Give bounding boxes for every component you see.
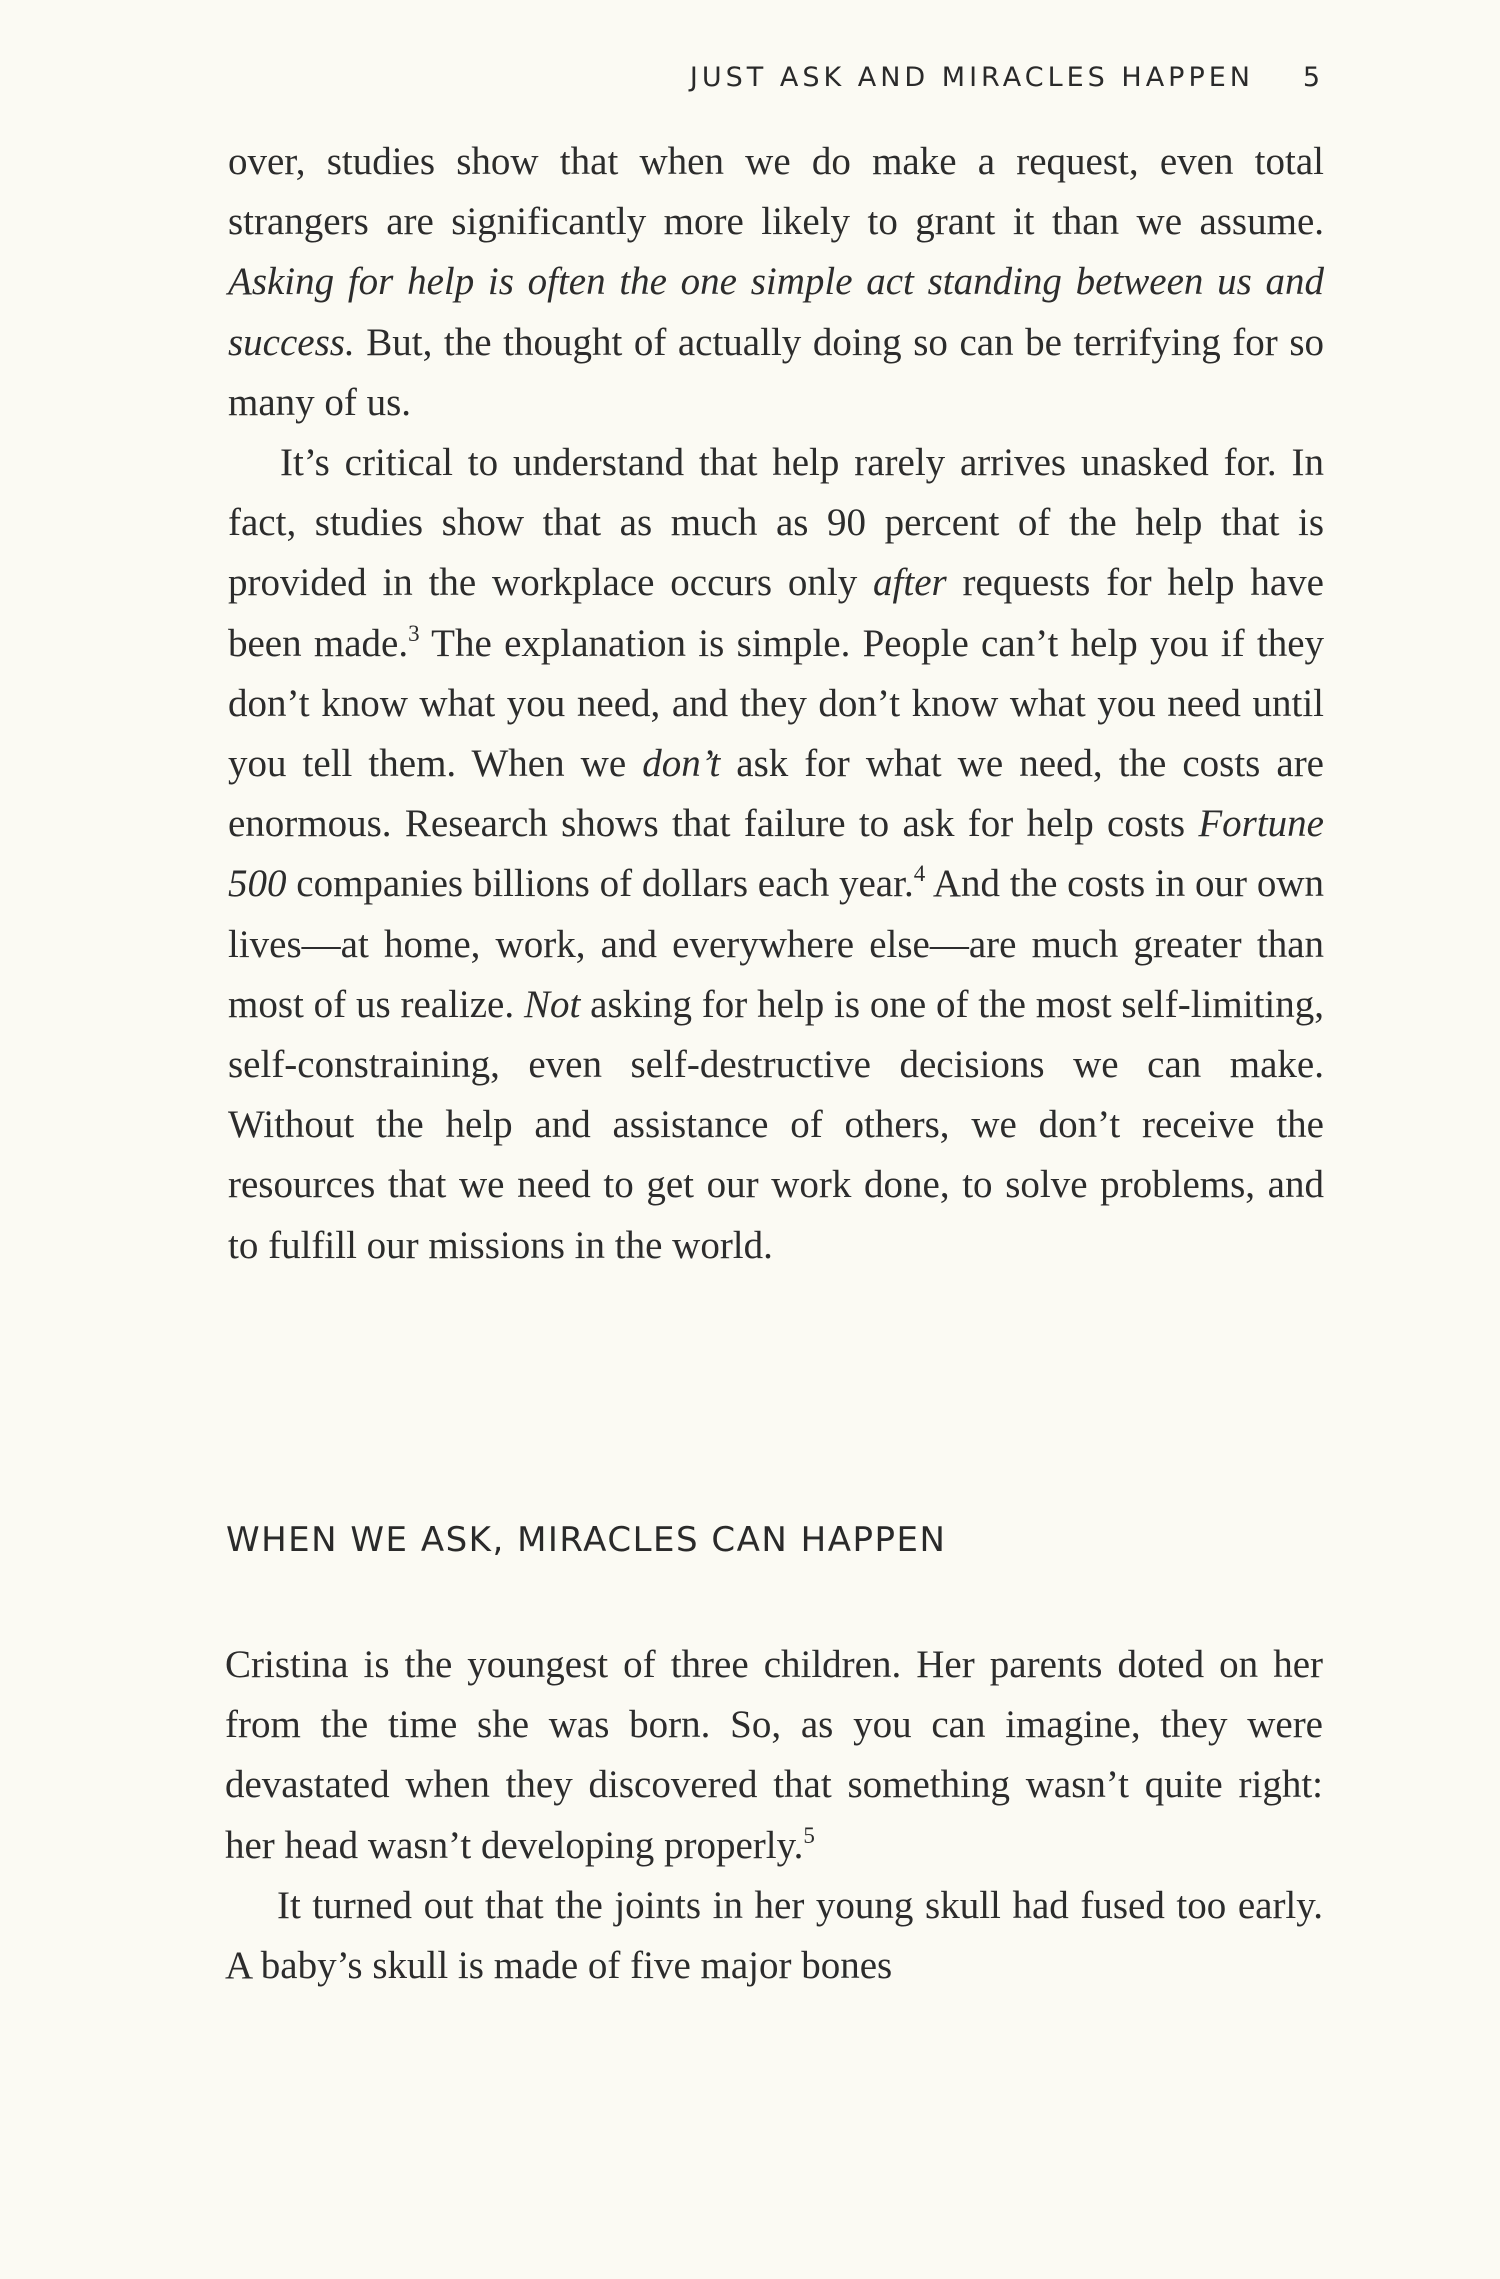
- text-run: The explanation is simple. People can’t help you if they don’t know what you need, and they don’t know what you need until you tell them. When we: [228, 621, 1324, 786]
- paragraph: [228, 433, 1324, 1276]
- section-heading: WHEN WE ASK, MIRACLES CAN HAPPEN: [226, 1520, 947, 1560]
- running-header: [226, 62, 1324, 106]
- text-run: over, studies show that when we do make a request, even total strangers are significantly more likely to grant it than we assume.: [228, 140, 1324, 244]
- text-run: asking for help is one of the most self-limiting, self-constraining, even self-destructive decisions we can make. Without the help and assistance of others, we don’t receive the resources that we need to get our work done, to solve problems, and to fulfill our missions in the world.: [228, 982, 1324, 1267]
- text-run: It turned out that the joints in her young skull had fused too early. A baby’s skull is made of five major bones: [225, 1883, 1323, 1988]
- italic-text-run: Fortune 500: [228, 802, 1324, 906]
- paragraph: [225, 1635, 1323, 1876]
- footnote-marker: 3: [408, 620, 420, 646]
- text-run: companies billions of dollars each year.: [286, 862, 914, 906]
- paragraph: [225, 1876, 1323, 1996]
- page-number: 5: [1302, 62, 1324, 93]
- footnote-marker: 4: [913, 861, 926, 887]
- text-run: ask for what we need, the costs are enormous. Research shows that failure to ask for help costs: [228, 742, 1324, 846]
- body-text-lower: [225, 1635, 1323, 1996]
- text-run: But, the thought of actually doing so can be terrifying for so many of us.: [228, 320, 1324, 424]
- paragraph-continued: [228, 132, 1324, 433]
- italic-text-run: Asking for help is often the one simple act standing between us and success.: [228, 260, 1324, 364]
- italic-text-run: don’t: [642, 742, 721, 786]
- footnote-marker: 5: [803, 1822, 815, 1848]
- italic-text-run: after: [873, 561, 947, 605]
- running-title: JUST ASK AND MIRACLES HAPPEN: [689, 62, 1254, 93]
- italic-text-run: Not: [523, 982, 581, 1026]
- text-run: Cristina is the youngest of three children. Her parents doted on her from the time she was born. So, as you can imagine, they were devastated when they discovered that something wasn’t quite right: her head wasn’t developing properly.: [225, 1643, 1323, 1867]
- text-run: And the costs in our own lives—at home, work, and everywhere else—are much greater than most of us realize.: [228, 862, 1324, 1026]
- body-text-upper: [228, 132, 1324, 1276]
- text-run: requests for help have been made.: [228, 561, 1324, 665]
- text-run: It’s critical to understand that help rarely arrives unasked for. In fact, studies show that as much as 90 percent of the help that is provided in the workplace occurs only: [228, 441, 1324, 605]
